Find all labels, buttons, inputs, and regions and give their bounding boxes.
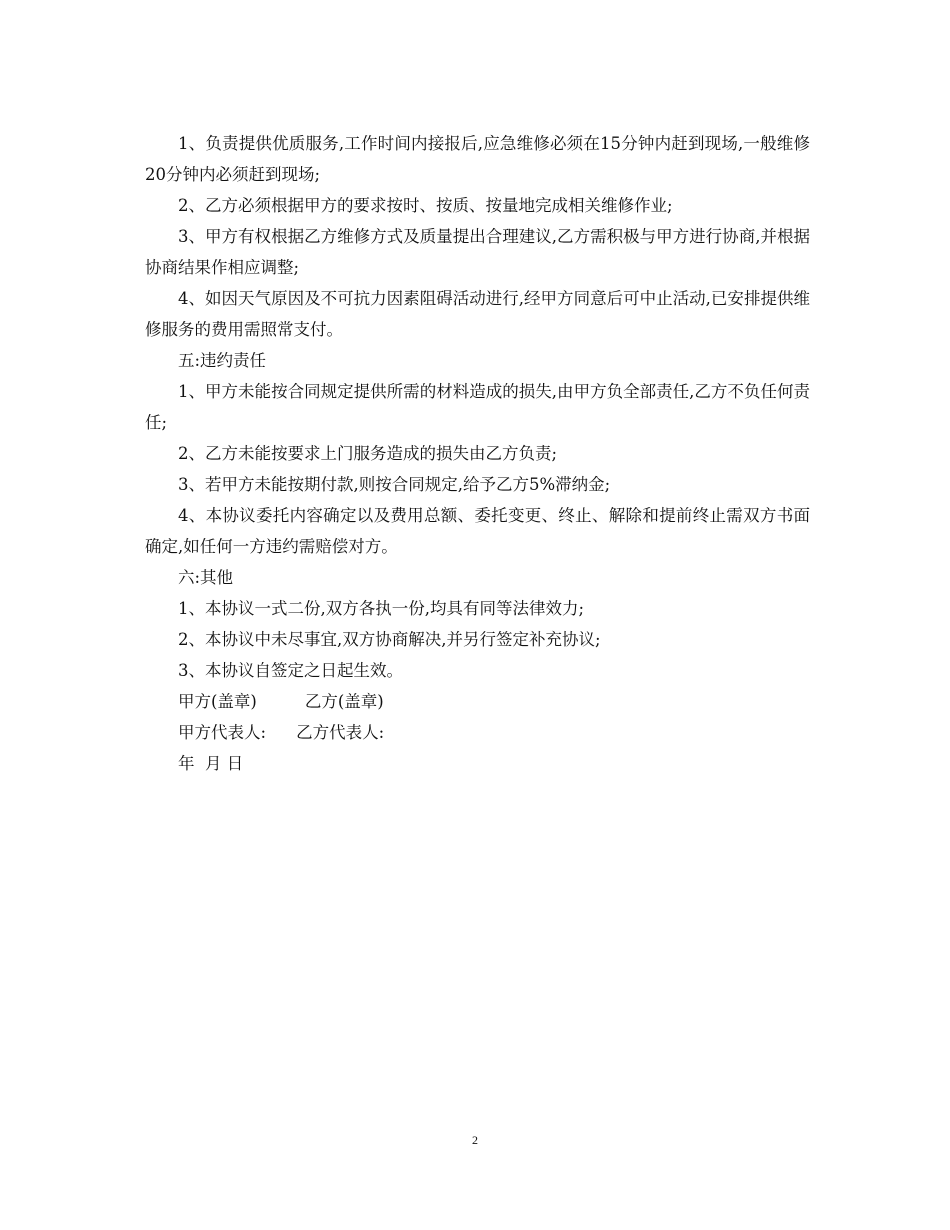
page-number: 2: [472, 1133, 478, 1147]
party-a-seal: 甲方(盖章): [178, 692, 257, 711]
clause-changes: 4、本协议委托内容确定以及费用总额、委托变更、终止、解除和提前终止需双方书面确定,如任何一方违约需赔偿对方。: [145, 506, 810, 556]
party-b-rep: 乙方代表人:: [296, 723, 385, 742]
clause-late-payment: 3、若甲方未能按期付款,则按合同规定,给予乙方5%滞纳金;: [178, 475, 611, 494]
signature-seal-line: [145, 686, 810, 717]
clause-force-majeure: 4、如因天气原因及不可抗力因素阻碍活动进行,经甲方同意后可中止活动,已安排提供维修服务的费用需照常支付。: [145, 289, 810, 339]
section-heading-breach: 五:违约责任: [178, 351, 267, 370]
date-line: 年 月 日: [178, 754, 244, 773]
clause-effective: 3、本协议自签定之日起生效。: [178, 661, 403, 680]
party-a-rep: 甲方代表人:: [178, 723, 267, 742]
clause-maintenance-work: 2、乙方必须根据甲方的要求按时、按质、按量地完成相关维修作业;: [178, 196, 673, 215]
clause-copies: 1、本协议一式二份,双方各执一份,均具有同等法律效力;: [178, 599, 585, 618]
clause-service-response: 1、负责提供优质服务,工作时间内接报后,应急维修必须在15分钟内赶到现场,一般维修20分钟内必须赶到现场;: [145, 134, 810, 184]
signature-rep-line: [145, 717, 810, 748]
clause-supplement: 2、本协议中未尽事宜,双方协商解决,并另行签定补充协议;: [178, 630, 601, 649]
clause-suggestions: 3、甲方有权根据乙方维修方式及质量提出合理建议,乙方需积极与甲方进行协商,并根据协商结果作相应调整;: [145, 227, 810, 277]
section-heading-other: 六:其他: [178, 568, 234, 587]
clause-breach-materials: 1、甲方未能按合同规定提供所需的材料造成的损失,由甲方负全部责任,乙方不负任何责任;: [145, 382, 810, 432]
document-body: [145, 128, 810, 779]
party-b-seal: 乙方(盖章): [304, 692, 384, 711]
clause-breach-service: 2、乙方未能按要求上门服务造成的损失由乙方负责;: [178, 444, 558, 463]
